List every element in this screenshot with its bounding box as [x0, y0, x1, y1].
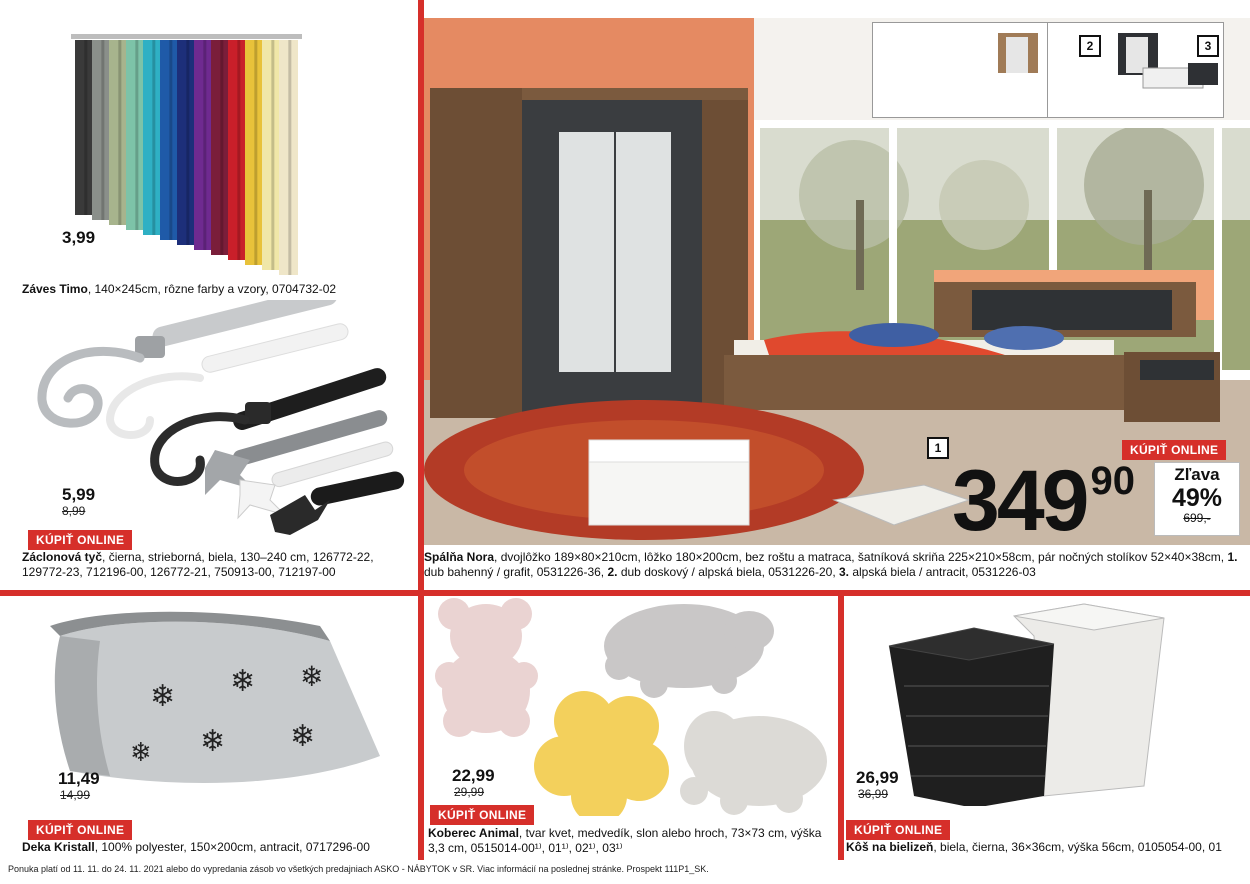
curtain-fold	[288, 40, 291, 275]
variant-label-3: 3	[1197, 35, 1219, 57]
rug-buy-online-button[interactable]: KÚPIŤ ONLINE	[430, 805, 534, 825]
discount-value: 49%	[1171, 484, 1223, 512]
variant-label-2: 2	[1079, 35, 1101, 57]
bedroom-price-cents: 90	[1090, 459, 1135, 503]
svg-text:❄: ❄	[200, 724, 226, 759]
bedroom-price	[952, 453, 1135, 549]
curtain-image	[0, 0, 418, 300]
bedroom-panel	[424, 0, 1250, 590]
curtain-fold	[220, 40, 223, 255]
curtain-name: Záves Timo	[22, 282, 88, 296]
curtain-description	[22, 282, 412, 297]
rod-description	[22, 550, 412, 580]
basket-description	[846, 840, 1246, 855]
svg-text:❄: ❄	[300, 660, 324, 693]
blanket-buy-online-button[interactable]: KÚPIŤ ONLINE	[28, 820, 132, 840]
rod-panel	[0, 300, 418, 590]
bedroom-old-price: 699,-	[1183, 511, 1211, 525]
bedroom-variant-1-details: dub bahenný / grafit, 0531226-36,	[424, 565, 608, 579]
blanket-panel	[0, 596, 418, 860]
footer-disclaimer: Ponuka platí od 11. 11. do 24. 11. 2021 alebo do vypredania zásob vo všetkých predajniach ASKO - NÁBYTOK v SR. Viac informácií na poslednej stránke. Prospekt 111P1_SK.	[8, 864, 709, 874]
curtain-price: 3,99	[62, 228, 96, 247]
flower-rug	[534, 691, 669, 816]
rug-price: 22,99	[452, 766, 495, 785]
basket-old-price: 36,99	[858, 787, 889, 801]
rod-old-price: 8,99	[62, 504, 86, 518]
variant-thumbnail-2[interactable]	[872, 22, 1049, 118]
rug-details: , tvar kvet, medvedík, slon alebo hroch, 73×73 cm, výška 3,3 cm, 0515014-00¹⁾, 01¹⁾, 02¹⁾, 03¹⁾	[428, 826, 822, 855]
rug-old-price: 29,99	[454, 785, 485, 799]
bedroom-variant-1-number: 1.	[1227, 550, 1238, 564]
blanket-price: 11,49	[58, 769, 100, 788]
bedroom-variant-3-number: 3.	[838, 565, 849, 579]
svg-text:❄: ❄	[230, 664, 256, 699]
curtain-fold	[203, 40, 206, 250]
rod-price: 5,99	[62, 485, 96, 504]
curtain-panel	[0, 0, 418, 300]
blanket-description	[22, 840, 412, 855]
blanket-image	[0, 596, 418, 796]
curtain-fold	[271, 40, 274, 270]
hippo-rug	[604, 604, 774, 698]
bedroom-buy-online-button[interactable]: KÚPIŤ ONLINE	[1122, 440, 1226, 460]
blanket-name: Deka Kristall	[22, 840, 95, 854]
curtain-details: , 140×245cm, rôzne farby a vzory, 0704732-02	[87, 282, 337, 296]
curtain-fold	[101, 40, 104, 220]
curtain-fold	[237, 40, 240, 260]
curtain-fold	[84, 40, 87, 215]
discount-label: Zľava	[1174, 465, 1220, 484]
curtain-fold	[118, 40, 121, 225]
bedroom-name: Spálňa Nora	[424, 550, 495, 564]
bear-rug	[435, 598, 538, 737]
discount-box	[1154, 462, 1240, 536]
svg-text:❄: ❄	[150, 679, 176, 714]
blanket-old-price: 14,99	[60, 788, 91, 802]
rod-details: , čierna, strieborná, biela, 130–240 cm, 126772-22, 129772-23, 712196-00, 126772-21, 750913-00, 712197-00	[22, 550, 374, 579]
curtain-fold	[152, 40, 155, 235]
svg-text:❄: ❄	[290, 719, 316, 754]
bedroom-description	[424, 550, 1244, 580]
basket-price: 26,99	[856, 768, 899, 787]
curtain-fold	[135, 40, 138, 230]
bedroom-price-main: 349	[952, 453, 1087, 549]
basket-image	[844, 596, 1250, 806]
bedroom-variant-3-details: alpská biela / antracit, 0531226-03	[849, 565, 1036, 579]
variant-label-1: 1	[927, 437, 949, 459]
black-basket	[889, 628, 1054, 806]
basket-name: Kôš na bielizeň	[846, 840, 934, 854]
basket-panel	[844, 596, 1250, 860]
rod-buy-online-button[interactable]: KÚPIŤ ONLINE	[28, 530, 132, 550]
basket-buy-online-button[interactable]: KÚPIŤ ONLINE	[846, 820, 950, 840]
bedroom-variant-2-number: 2.	[607, 565, 618, 579]
svg-text:❄: ❄	[130, 738, 152, 768]
rug-name: Koberec Animal	[428, 826, 519, 840]
elephant-rug	[680, 711, 827, 815]
curtain-fold	[254, 40, 257, 265]
wardrobe-variant-2-image	[873, 23, 1048, 117]
rug-panel	[424, 596, 838, 860]
bedroom-details: , dvojlôžko 189×80×210cm, lôžko 180×200cm, bez roštu a matraca, šatníková skriňa 225×210×58cm, pár nočných stolíkov 52×40×38cm,	[494, 550, 1228, 564]
curtain-fold	[186, 40, 189, 245]
rug-description	[428, 826, 834, 856]
basket-details: , biela, čierna, 36×36cm, výška 56cm, 0105054-00, 01	[933, 840, 1222, 854]
bedroom-variant-2-details: dub doskový / alpská biela, 0531226-20,	[617, 565, 839, 579]
rod-name: Záclonová tyč	[22, 550, 103, 564]
curtain-fold	[169, 40, 172, 240]
curtain-rod-top	[71, 34, 302, 39]
blanket-details: , 100% polyester, 150×200cm, antracit, 0717296-00	[94, 840, 370, 854]
